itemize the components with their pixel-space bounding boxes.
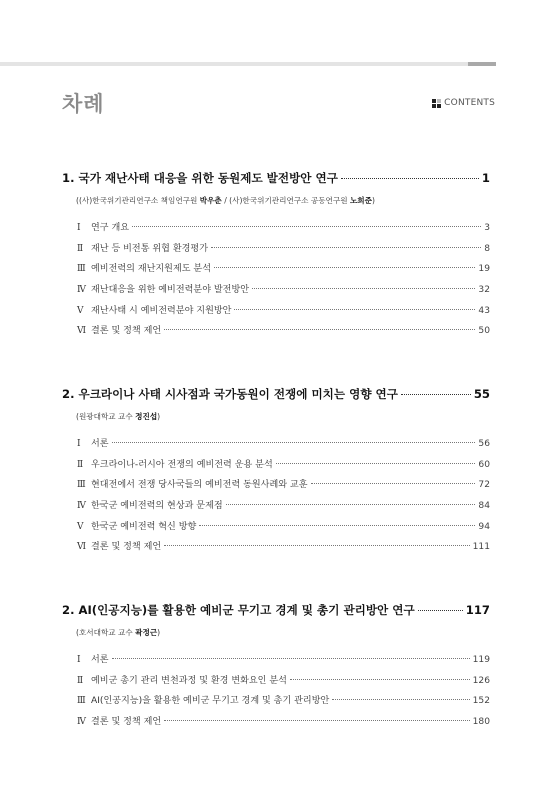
dot-leader [211, 247, 481, 248]
item-label: 연구 개요 [91, 223, 130, 233]
author-name: 노희준 [349, 196, 372, 205]
header-rule [0, 62, 496, 66]
toc-item[interactable] [77, 519, 490, 540]
item-number: Ⅱ [77, 459, 84, 470]
toc-item[interactable] [77, 323, 490, 344]
item-page: 19 [478, 264, 490, 275]
item-page: 60 [478, 459, 490, 470]
item-label: 재난대응을 위한 예비전력분야 발전방안 [91, 285, 250, 296]
dot-leader [199, 525, 475, 526]
dot-leader [164, 329, 475, 330]
toc-section-3 [62, 602, 490, 735]
item-label: 재난 등 비전통 위협 환경평가 [91, 243, 208, 254]
item-number: Ⅵ [77, 542, 87, 553]
section-heading[interactable] [62, 602, 490, 618]
dot-leader [276, 463, 476, 464]
toc-item[interactable] [77, 241, 490, 262]
toc-item[interactable] [77, 652, 490, 673]
author-affiliation: (사)한국위기관리연구소 공동연구원 [229, 196, 348, 205]
dot-leader [311, 483, 476, 484]
author-name: 곽정근 [135, 628, 158, 637]
contents-label-text: CONTENTS [444, 98, 495, 108]
section-heading[interactable] [62, 386, 490, 402]
section-title: 2. AI(인공지능)를 활용한 예비군 무기고 경계 및 총기 관리방안 연구 [62, 603, 415, 617]
dot-leader [401, 394, 471, 395]
item-page: 8 [484, 243, 490, 254]
page-title: 차례 [62, 92, 105, 116]
toc-item[interactable] [77, 714, 490, 735]
item-label: 한국군 예비전력 혁신 방향 [91, 521, 197, 532]
item-label: 현대전에서 전쟁 당사국들의 예비전력 동원사례와 교훈 [91, 480, 308, 491]
item-label: 서론 [91, 655, 109, 665]
item-page: 111 [472, 542, 490, 553]
item-page: 152 [472, 696, 490, 707]
author-affiliation: (사)한국위기관리연구소 책임연구원 [78, 196, 198, 205]
item-page: 3 [484, 223, 490, 233]
item-number: Ⅰ [77, 655, 81, 665]
dot-leader [164, 545, 469, 546]
item-number: Ⅰ [77, 223, 81, 233]
item-number: Ⅰ [77, 439, 81, 449]
item-page: 43 [478, 305, 490, 316]
author-name: 박우춘 [199, 196, 222, 205]
dot-leader [252, 288, 475, 289]
section-title: 2. 우크라이나 사태 시사점과 국가동원이 전쟁에 미치는 영향 연구 [62, 387, 398, 401]
author-name: 정진섭 [135, 412, 158, 421]
item-page: 50 [478, 326, 490, 337]
toc-item[interactable] [77, 539, 490, 560]
dot-leader [112, 658, 470, 659]
item-number: Ⅲ [77, 480, 86, 491]
item-label: 재난사태 시 예비전력분야 지원방안 [91, 305, 232, 316]
section-title: 1. 국가 재난사태 대응을 위한 동원제도 발전방안 연구 [62, 171, 338, 185]
toc-item[interactable] [77, 693, 490, 714]
item-page: 56 [478, 439, 490, 449]
item-label: 서론 [91, 439, 109, 449]
item-page: 126 [472, 675, 490, 686]
item-page: 119 [472, 655, 490, 665]
contents-label [432, 98, 495, 108]
toc-item-list [77, 436, 490, 560]
item-number: Ⅴ [77, 305, 84, 316]
toc-item-list [77, 652, 490, 735]
item-label: 결론 및 정책 제언 [91, 542, 162, 553]
dot-leader [112, 442, 476, 443]
item-number: Ⅳ [77, 285, 86, 296]
item-page: 180 [472, 717, 490, 728]
toc-item[interactable] [77, 436, 490, 457]
dot-leader [418, 610, 463, 611]
item-number: Ⅵ [77, 326, 87, 337]
item-number: Ⅳ [77, 501, 86, 512]
toc-item[interactable] [77, 457, 490, 478]
header-rule-accent [468, 62, 496, 66]
section-authors: (호서대학교 교수 곽정근) [76, 628, 161, 637]
toc-item[interactable] [77, 303, 490, 324]
author-affiliation: 호서대학교 교수 [78, 628, 133, 637]
dot-leader [226, 504, 476, 505]
author-affiliation: 원광대학교 교수 [78, 412, 133, 421]
item-label: AI(인공지능)을 활용한 예비군 무기고 경계 및 총기 관리방안 [91, 696, 330, 707]
toc-section-2 [62, 386, 490, 560]
item-number: Ⅴ [77, 521, 84, 532]
toc-item[interactable] [77, 477, 490, 498]
toc-item[interactable] [77, 282, 490, 303]
dot-leader [164, 720, 469, 721]
item-label: 예비전력의 재난지원제도 분석 [91, 264, 211, 275]
item-page: 32 [478, 285, 490, 296]
section-page: 55 [473, 387, 490, 401]
item-number: Ⅲ [77, 264, 86, 275]
item-label: 한국군 예비전력의 현상과 문제점 [91, 501, 223, 512]
section-page: 1 [481, 171, 490, 185]
item-number: Ⅲ [77, 696, 86, 707]
dot-leader [132, 226, 481, 227]
toc-item[interactable] [77, 498, 490, 519]
toc-section-1 [62, 170, 490, 344]
section-page: 117 [465, 603, 490, 617]
dot-leader [214, 267, 475, 268]
toc-item-list [77, 220, 490, 344]
toc-item[interactable] [77, 261, 490, 282]
dot-leader [234, 309, 475, 310]
dot-leader [341, 178, 479, 179]
section-heading[interactable] [62, 170, 490, 186]
contents-icon [432, 99, 441, 108]
item-number: Ⅱ [77, 243, 84, 254]
item-page: 94 [478, 521, 490, 532]
toc-item[interactable] [77, 220, 490, 241]
item-number: Ⅳ [77, 717, 86, 728]
item-label: 결론 및 정책 제언 [91, 717, 162, 728]
dot-leader [290, 679, 470, 680]
toc-item[interactable] [77, 673, 490, 694]
section-authors: ((사)한국위기관리연구소 책임연구원 박우춘 / (사)한국위기관리연구소 공동연구원 노희준) [76, 196, 375, 205]
item-label: 우크라이나-러시아 전쟁의 예비전력 운용 분석 [91, 459, 273, 470]
item-page: 72 [478, 480, 490, 491]
item-page: 84 [478, 501, 490, 512]
item-label: 예비군 총기 관리 변천과정 및 환경 변화요인 분석 [91, 675, 287, 686]
item-label: 결론 및 정책 제언 [91, 326, 162, 337]
section-authors: (원광대학교 교수 정진섭) [76, 412, 161, 421]
dot-leader [332, 699, 469, 700]
item-number: Ⅱ [77, 675, 84, 686]
